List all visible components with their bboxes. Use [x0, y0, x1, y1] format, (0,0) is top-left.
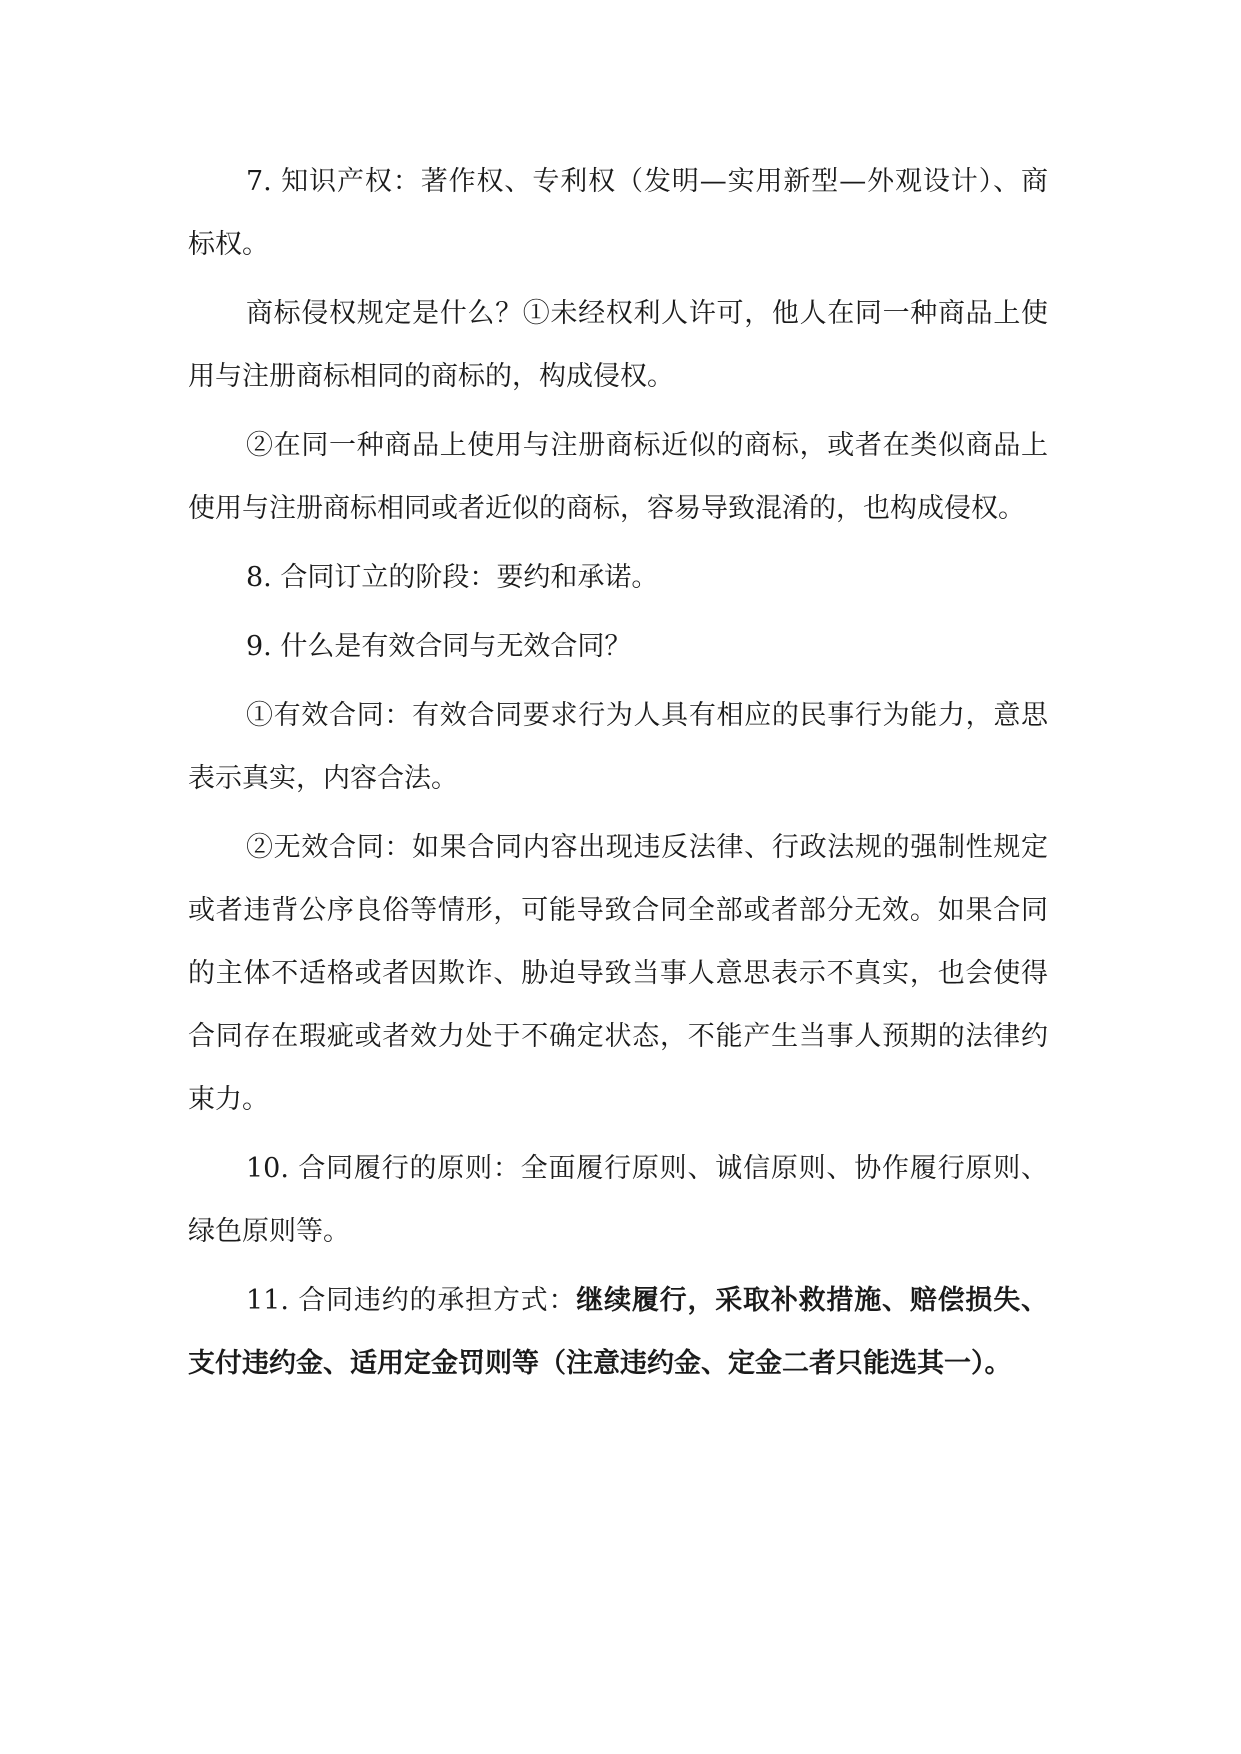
- paragraph-invalid-contract: ②无效合同：如果合同内容出现违反法律、行政法规的强制性规定或者违背公序良俗等情形，可能导致合同全部或者部分无效。如果合同的主体不适格或者因欺诈、胁迫导致当事人意思表示不真实，也会使得合同存在瑕疵或者效力处于不确定状态，不能产生当事人预期的法律约束力。: [188, 832, 1048, 1115]
- paragraph-valid-invalid-question: 9. 什么是有效合同与无效合同？: [246, 631, 632, 662]
- paragraph-contract-formation: 8. 合同订立的阶段：要约和承诺。: [246, 562, 659, 593]
- paragraph-intellectual-property: 7. 知识产权：著作权、专利权（发明—实用新型—外观设计）、商标权。: [188, 166, 1048, 260]
- paragraph-trademark-infringement-2: ②在同一种商品上使用与注册商标近似的商标，或者在类似商品上使用与注册商标相同或者近似的商标，容易导致混淆的，也构成侵权。: [188, 430, 1048, 524]
- paragraph-breach-liability: [188, 1269, 1048, 1395]
- breach-liability-methods: 继续履行，采取补救措施、赔偿损失、支付违约金、适用定金罚则等（注意违约金、定金二者只能选其一）。: [188, 1285, 1049, 1379]
- paragraph-trademark-infringement-1: 商标侵权规定是什么？①未经权利人许可，他人在同一种商品上使用与注册商标相同的商标的，构成侵权。: [188, 298, 1048, 392]
- paragraph-valid-contract: ①有效合同：有效合同要求行为人具有相应的民事行为能力，意思表示真实，内容合法。: [188, 700, 1048, 794]
- paragraph-performance-principles: 10. 合同履行的原则：全面履行原则、诚信原则、协作履行原则、绿色原则等。: [188, 1153, 1048, 1247]
- breach-liability-label: 11. 合同违约的承担方式：: [246, 1285, 577, 1316]
- document-page: [188, 150, 1048, 1401]
